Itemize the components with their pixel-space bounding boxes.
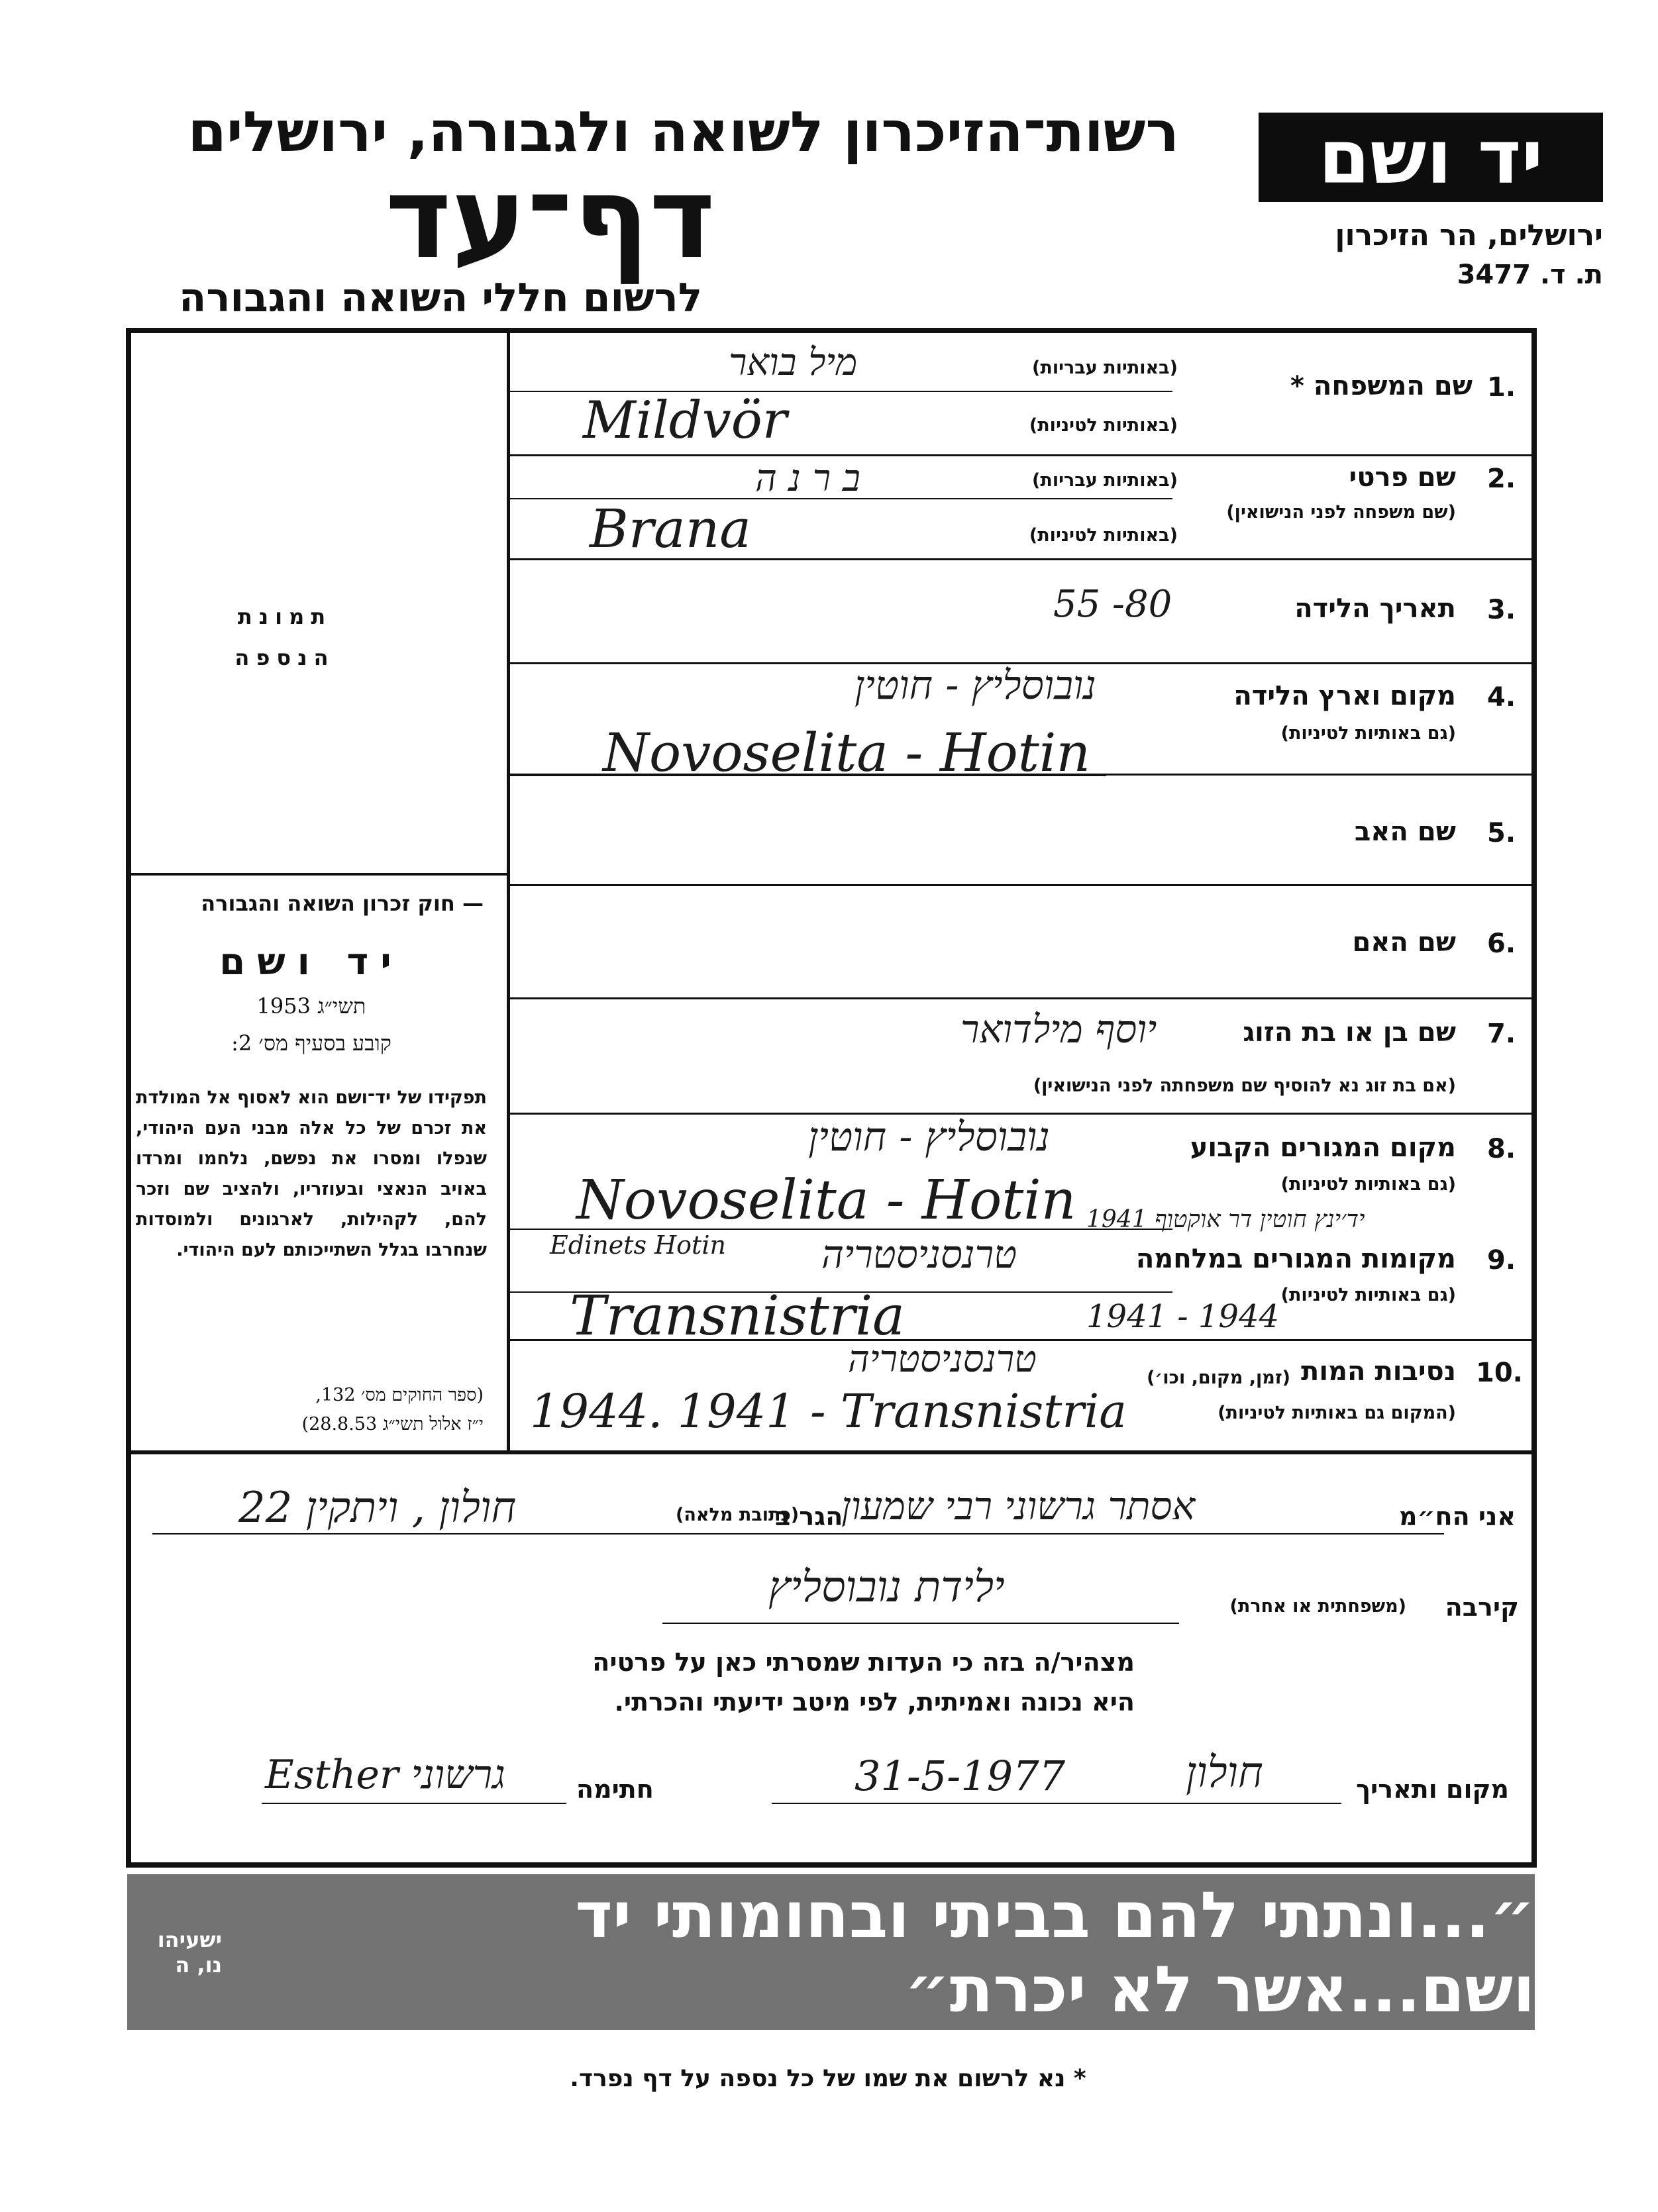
row-9-edinets-entry: Edinets Hotin [550,1231,726,1260]
header-location: ירושלים, הר הזיכרון [1335,219,1603,252]
full-address-hint: (כתובת מלאה) [676,1505,800,1525]
row-2-hebrew-hint: (באותיות עבריות) [1032,470,1178,491]
resides-label: הגר ב [775,1502,843,1531]
kinship-label: קירבה [1445,1593,1519,1622]
row-7-number: 7. [1487,1019,1516,1049]
row-1-label: שם המשפחה * [1290,371,1473,401]
banner-quote: ״...ונתתי להם בביתי ובחומותי יד ושם...אשר לא יכרת״ [575,1878,1535,2027]
row-5-label: שם האב [1354,817,1456,847]
law-reference [139,1381,484,1439]
row-8-number: 8. [1487,1134,1516,1164]
kinship-hint: (משפחתית או אחרת) [1229,1596,1406,1617]
header-po-box: ת. ד. 3477 [1457,260,1603,290]
law-title: — חוק זכרון השואה והגבורה [201,891,484,916]
page-title: דף־עד [385,153,715,284]
row-10-hebrew-entry: טרנסניסטריה [848,1338,1037,1381]
row-4-label: מקום וארץ הלידה [1233,681,1456,711]
row-9-years-entry: 1941 - 1944 [1086,1298,1280,1335]
photo-label-line-1: תמונת [237,604,333,629]
place-entry: חולון [1186,1748,1263,1797]
row-1-latin-entry: Mildvör [583,391,788,450]
row-1-latin-hint: (באותיות לטיניות) [1029,415,1178,436]
row-2-note: (שם משפחה לפני הנישואין) [1226,502,1456,523]
law-section: קובע בסעיף מס׳ 2: [231,1031,391,1056]
row-4-latin-hint: (גם באותיות לטיניות) [1280,723,1456,744]
law-year: תשי״ג 1953 [256,993,366,1019]
footnote: * נא לרשום את שמו של כל נספה על דף נפרד. [570,2065,1086,2092]
photo-label-line-2: הנספה [234,645,335,670]
row-3-number: 3. [1487,595,1516,625]
row-6-number: 6. [1487,929,1516,959]
row-5-number: 5. [1487,818,1516,848]
row-10-latin-entry: 1944. 1941 - Transnistria [530,1384,1127,1438]
signature-label: חתימה [576,1775,654,1804]
row-10-number: 10. [1476,1358,1523,1388]
row-9-latin-hint: (גם באותיות לטיניות) [1280,1285,1456,1305]
signature-entry: Esther גרשוני [265,1752,505,1798]
quote-banner [127,1874,1535,2030]
row-2-hebrew-entry: ב ר נ ה [755,457,860,500]
address-entry: חולון , ויתקין 22 [238,1483,517,1533]
row-9-top-entry: יד׳ינץ חוטין דר אוקטוף 1941 [1086,1206,1365,1233]
row-6-label: שם האם [1352,927,1456,958]
row-9-number: 9. [1487,1245,1516,1276]
row-8-hebrew-entry: נובוסליץ - חוטין [808,1114,1050,1160]
kinship-entry: ילידת נובוסליץ [768,1563,1005,1612]
row-4-number: 4. [1487,682,1516,713]
statement-line-1: מצהיר/ה בזה כי העדות שמסרתי כאן על פרטיה [592,1648,1135,1677]
statement-line-2: היא נכונה ואמיתית, לפי מיטב ידיעתי והכרתי. [614,1687,1135,1717]
header-authority: רשות־הזיכרון לשואה ולגבורה, ירושלים [187,99,1179,164]
row-7-note: (אם בת זוג נא להוסיף שם משפחתה לפני הנישואין) [1033,1076,1456,1096]
row-8-latin-hint: (גם באותיות לטיניות) [1280,1174,1456,1195]
row-7-label: שם בן או בת הזוג [1243,1017,1456,1048]
row-4-hebrew-entry: נובוסליץ - חוטין [855,662,1096,709]
row-1-hebrew-entry: מיל בואר [729,341,858,384]
law-reference-line-1: (ספר החוקים מס׳ 132, [315,1385,484,1405]
banner-source: ישעיהו נו, ה [157,1927,223,1978]
row-10-note-2: (המקום גם באותיות לטיניות) [1218,1403,1456,1423]
date-entry: 31-5-1977 [855,1752,1066,1800]
row-2-label: שם פרטי [1349,462,1456,493]
row-9-label: מקומות המגורים במלחמה [1135,1244,1456,1274]
declaration-prefix: אני הח״מ [1399,1502,1516,1531]
yad-vashem-logo: יד ושם [1259,113,1603,202]
row-3-date-entry: 55 -80 [1053,583,1172,626]
photo-placeholder-label [199,596,371,678]
row-7-spouse-entry: יוסף מילדואר [960,1007,1157,1052]
row-8-label: מקום המגורים הקבוע [1190,1132,1456,1163]
row-2-number: 2. [1487,464,1516,494]
row-10-label: נסיבות המות [1301,1356,1456,1387]
declarant-name-entry: אסתר גרשוני רבי שמעון [841,1483,1196,1529]
row-9-hebrew-entry: טרנסניסטריה [821,1232,1017,1277]
page-subtitle: לרשום חללי השואה והגבורה [179,275,702,321]
law-reference-line-2: י״ז אלול תשי״ג 28.8.53) [301,1414,484,1434]
row-1-number: 1. [1487,372,1516,403]
law-name: יד ושם [219,940,403,983]
place-date-label: מקום ותאריך [1356,1775,1509,1804]
row-2-latin-hint: (באותיות לטיניות) [1029,525,1178,546]
row-4-latin-entry: Novoselita - Hotin [603,722,1091,783]
row-8-latin-entry: Novoselita - Hotin [576,1169,1076,1232]
row-1-hebrew-hint: (באותיות עבריות) [1032,358,1178,378]
row-3-label: תאריך הלידה [1294,593,1456,624]
row-2-latin-entry: Brana [590,498,751,560]
row-10-note-1: (זמן, מקום, וכו׳) [1147,1368,1290,1388]
row-9-latin-entry: Transnistria [570,1285,906,1348]
law-text: תפקידו של יד־ושם הוא לאסוף אל המולדת את זכרם של כל אלה מבני העם היהודי, שנפלו ומסרו את נפשם, נלחמו ומרדו באויב הנאצי ובעוזריו, ולהציב שם וזכר להם, לקהילות, לארגונים ולמוסדות שנחרבו בגלל השתייכותם לעם היהודי. [136,1087,487,1260]
